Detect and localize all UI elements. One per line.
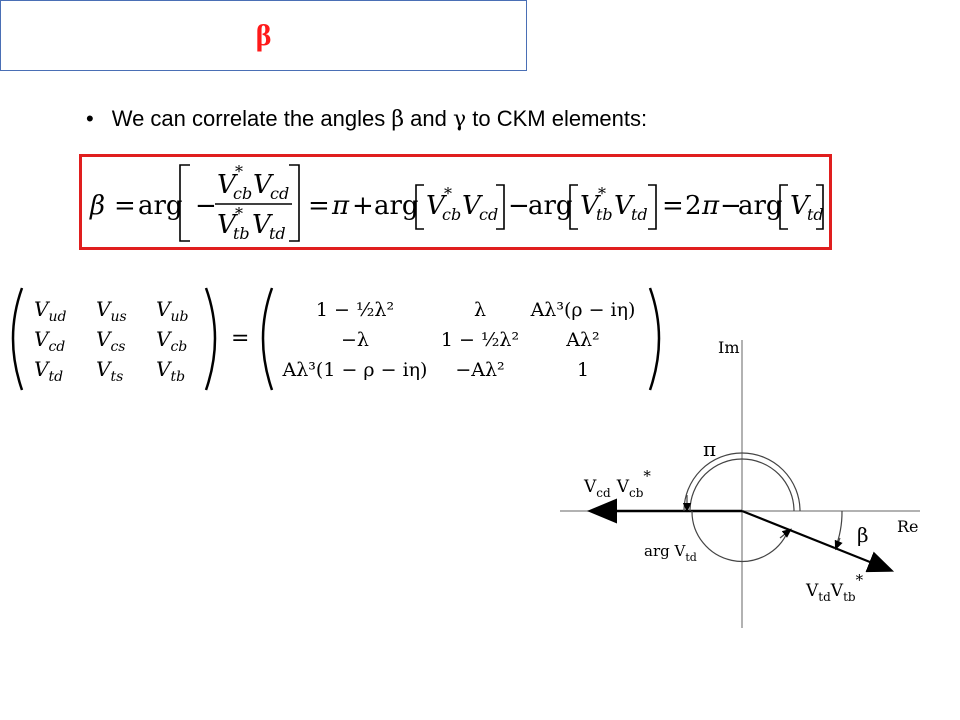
bullet-marker: • <box>86 106 94 131</box>
matrix-equals: = <box>231 326 250 351</box>
eq-star-cb: * <box>444 184 452 203</box>
arg-vtd-arc <box>692 511 788 561</box>
eq-num-sub-cb: cb <box>233 184 253 203</box>
bullet-item <box>86 106 647 132</box>
beta-label: β <box>857 523 869 547</box>
matrix-rhs-paren-open <box>263 288 272 390</box>
matrix-lhs-cell: $V_{cs}$ <box>96 327 126 355</box>
vtd-vtb-label: $V_{td}V_{tb}*$ <box>806 571 864 604</box>
bullet-text-after: to CKM elements: <box>466 106 648 131</box>
eq-bracket-close-1 <box>289 165 299 241</box>
eq-plus: + <box>352 191 374 221</box>
eq-v-tb: V <box>580 191 599 221</box>
eq-minus-1: − <box>195 191 217 221</box>
bullet-text-middle: and <box>404 106 453 131</box>
eq-num-sub-cd: cd <box>270 184 290 203</box>
eq-den-v1: V <box>217 210 236 240</box>
eq-beta: β <box>90 191 106 221</box>
title-frame <box>0 0 527 71</box>
eq-den-sub-td: td <box>269 224 286 243</box>
bullet-gamma: γ <box>453 107 467 132</box>
eq-arg-4: arg <box>738 191 783 221</box>
eq-star-tb: * <box>598 184 606 203</box>
vcd-vcb-label: $V_{cd}$ $V_{cb}*$ <box>584 467 651 500</box>
beta-equation <box>82 157 829 247</box>
matrix-rhs-cell: −Aλ² <box>455 359 505 381</box>
matrix-rhs-cell: λ <box>473 299 487 321</box>
matrix-lhs-cell: $V_{cd}$ <box>34 327 66 355</box>
eq-arg-1: arg <box>138 191 183 221</box>
matrix-lhs-cell: $V_{td}$ <box>34 357 64 385</box>
im-axis-label: Im <box>718 338 740 357</box>
matrix-lhs-cell: $V_{ts}$ <box>96 357 124 385</box>
eq-den-star1: * <box>235 204 243 223</box>
eq-bracket-close-3 <box>648 185 656 229</box>
eq-den-sub-tb: tb <box>233 224 250 243</box>
eq-minus-3: − <box>720 191 742 221</box>
eq-num-v2: V <box>253 170 272 200</box>
eq-sub-cd: cd <box>479 205 499 224</box>
arg-vtd-label: arg $V_{td}$ <box>644 542 697 564</box>
bullet-text-before: We can correlate the angles <box>111 106 392 131</box>
eq-sub-tb: tb <box>596 205 613 224</box>
eq-sub-cb: cb <box>442 205 462 224</box>
eq-num-v1: V <box>217 170 236 200</box>
complex-plane-diagram <box>540 320 940 640</box>
slide-title: β <box>255 18 272 52</box>
eq-pi-2: π <box>702 191 720 221</box>
eq-sub-td-2: td <box>807 205 824 224</box>
matrix-lhs-cell: $V_{ud}$ <box>34 297 67 325</box>
matrix-rhs-cell: −λ <box>341 329 369 351</box>
pi-label: π <box>703 437 717 461</box>
eq-v-cb: V <box>426 191 445 221</box>
eq-equals-1: = <box>114 191 136 221</box>
re-axis-label: Re <box>897 517 919 536</box>
eq-v-td-2: V <box>790 191 809 221</box>
eq-arg-2: arg <box>374 191 419 221</box>
matrix-lhs-cell: $V_{cb}$ <box>156 327 188 355</box>
matrix-rhs-cell: 1 − ½λ² <box>315 299 395 321</box>
eq-pi-1: π <box>332 191 350 221</box>
eq-two: 2 <box>685 191 702 221</box>
matrix-lhs-cell: $V_{ub}$ <box>156 297 189 325</box>
eq-num-star1: * <box>235 162 243 181</box>
matrix-rhs-cell: Aλ² <box>566 329 600 351</box>
matrix-lhs-paren-close <box>206 288 215 390</box>
matrix-rhs-cell: Aλ³(ρ − iη) <box>530 299 636 321</box>
eq-den-v2: V <box>252 210 271 240</box>
eq-equals-3: = <box>662 191 684 221</box>
eq-arg-3: arg <box>528 191 573 221</box>
matrix-rhs-cell: 1 <box>576 359 590 381</box>
eq-equals-2: = <box>308 191 330 221</box>
matrix-rhs-cell: Aλ³(1 − ρ − iη) <box>282 359 428 381</box>
eq-sub-td: td <box>631 205 648 224</box>
eq-minus-2: − <box>508 191 530 221</box>
matrix-lhs-cell: $V_{tb}$ <box>156 357 186 385</box>
bullet-beta: β <box>391 107 405 132</box>
beta-equation-box <box>79 154 832 250</box>
matrix-rhs-cell: 1 − ½λ² <box>440 329 520 351</box>
eq-v-cd: V <box>462 191 481 221</box>
matrix-lhs-paren-open <box>13 288 22 390</box>
matrix-lhs-cell: $V_{us}$ <box>96 297 127 325</box>
eq-v-td: V <box>614 191 633 221</box>
